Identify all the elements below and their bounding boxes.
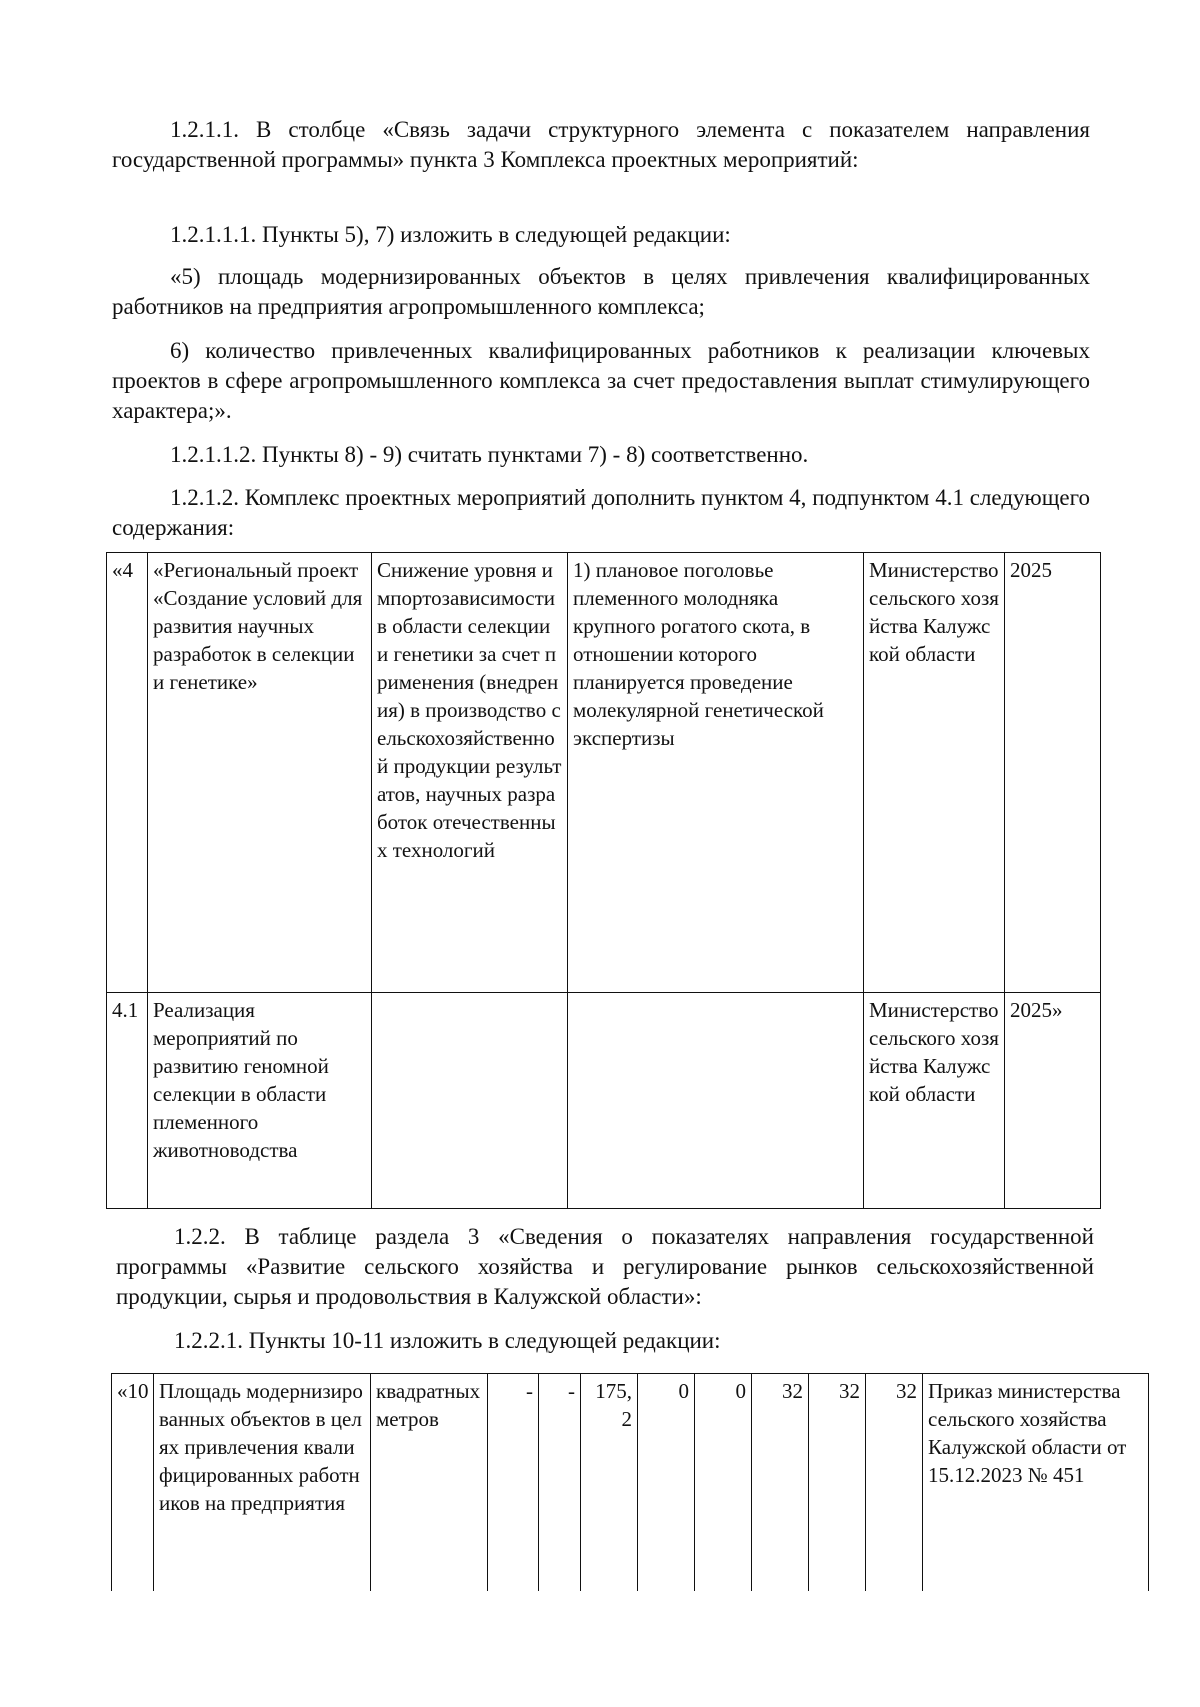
row-number: «10 [112, 1374, 154, 1592]
value-cell: - [539, 1374, 581, 1592]
row-number: «4 [107, 553, 148, 993]
value-cell: 0 [695, 1374, 752, 1592]
project-name: «Региональный проект «Создание условий для развития научных разработок в селекции и генетике» [148, 553, 372, 993]
unit: квадратных метров [371, 1374, 488, 1592]
row-number: 4.1 [107, 993, 148, 1209]
paragraph-1-2-1-2: 1.2.1.2. Комплекс проектных мероприятий дополнить пунктом 4, подпунктом 4.1 следующего содержания: [112, 485, 1090, 540]
value-cell: - [488, 1374, 539, 1592]
value-cell: 32 [752, 1374, 809, 1592]
paragraph-1-2-2: 1.2.2. В таблице раздела 3 «Сведения о показателях направления государственной программы «Развитие сельского хозяйства и регулирование рынков сельскохозяйственной продукции, сырья и продовольствия в Калужской области»: [116, 1224, 1094, 1309]
table-row [112, 1374, 1149, 1592]
responsible: Министерство сельского хозяйства Калужской области [864, 553, 1005, 993]
value-cell: 0 [638, 1374, 695, 1592]
table-row [107, 993, 1101, 1209]
paragraph-item-6: 6) количество привлеченных квалифицированных работников к реализации ключевых проектов в сфере агропромышленного комплекса за счет предоставления выплат стимулирующего характера;». [112, 338, 1090, 423]
project-activities-table [106, 552, 1101, 1209]
paragraph-1-2-1-1: 1.2.1.1. В столбце «Связь задачи структурного элемента с показателем направления государственной программы» пункта 3 Комплекса проектных мероприятий: [112, 117, 1090, 172]
indicator-name: Площадь модернизированных объектов в целях привлечения квалифицированных работников на предприятия [154, 1374, 371, 1592]
indicators-table [111, 1373, 1149, 1591]
paragraph-1-2-1-1-1: 1.2.1.1.1. Пункты 5), 7) изложить в следующей редакции: [170, 222, 731, 247]
year: 2025» [1005, 993, 1101, 1209]
indicator [568, 993, 864, 1209]
value-cell: 32 [809, 1374, 866, 1592]
paragraph-item-5: «5) площадь модернизированных объектов в целях привлечения квалифицированных работников на предприятия агропромышленного комплекса; [112, 264, 1090, 319]
task-link [372, 993, 568, 1209]
responsible: Министерство сельского хозяйства Калужской области [864, 993, 1005, 1209]
indicator: 1) плановое поголовье племенного молодняка крупного рогатого скота, в отношении которого планируется проведение молекулярной генетической экспертизы [568, 553, 864, 993]
paragraph-1-2-1-1-2: 1.2.1.1.2. Пункты 8) - 9) считать пунктами 7) - 8) соответственно. [170, 442, 809, 467]
value-cell: 32 [866, 1374, 923, 1592]
source-document: Приказ министерства сельского хозяйства Калужской области от 15.12.2023 № 451 [923, 1374, 1149, 1592]
year: 2025 [1005, 553, 1101, 993]
project-name: Реализация мероприятий по развитию геномной селекции в области племенного животноводства [148, 993, 372, 1209]
table-row [107, 553, 1101, 993]
paragraph-1-2-2-1: 1.2.2.1. Пункты 10-11 изложить в следующей редакции: [174, 1328, 721, 1353]
value-cell: 175,2 [581, 1374, 638, 1592]
task-link: Снижение уровня импортозависимости в области селекции и генетики за счет применения (внедрения) в производство сельскохозяйственной продукции результатов, научных разработок отечественных технологий [372, 553, 568, 993]
